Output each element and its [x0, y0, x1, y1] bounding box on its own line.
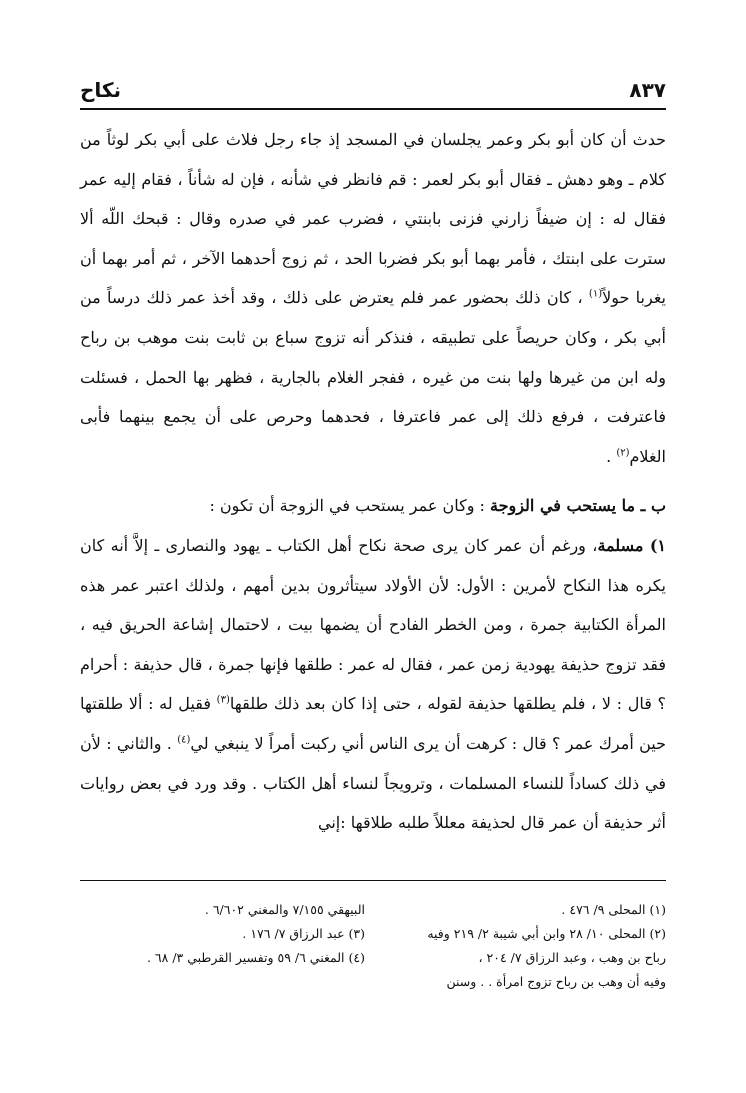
footnote-line: رباح بن وهب ، وعبد الرزاق ٧/ ٢٠٤ ، [478, 950, 666, 965]
header-rule [80, 108, 666, 110]
text-run: ، ورغم أن عمر كان يرى صحة نكاح أهل الكتاب ـ يهود والنصارى ـ إلاَّ أنه كان يكره هذا النكاح لأمرين : الأول: لأن الأولاد سيتأثرون بدين أمهم ، ولذلك اعتبر عمر هذه المرأة الكتابية جمرة ، ومن الخطر الفادح أن يضمها بيت ، لاحتمال إشاعة الحريق فيه ، فقد تزوج حذيفة يهودية زمن عمر ، فقال له عمر : طلقها فإنها جمرة ، قال حذيفة : أحرام ؟ قال : لا ، فلم يطلقها حذيفة لقوله ، حتى إذا كان بعد ذلك طلقها [80, 535, 667, 714]
paragraph-section-b [80, 486, 666, 526]
section-heading: ب ـ ما يستحب في الزوجة [490, 496, 666, 516]
footnote-line: (١) المحلى ٩/ ٤٧٦ . [561, 902, 666, 917]
footnote-line: البيهقي ٧/١٥٥ والمغني ٦/٦٠٢ . [204, 902, 365, 917]
footnote-ref-2: (٢) [616, 447, 630, 459]
footnote-ref-1: (١) [588, 289, 603, 301]
page-header [80, 78, 666, 106]
page-number: ٨٣٧ [629, 78, 666, 102]
text-run: ، كان ذلك بحضور عمر فلم يعترض على ذلك ، وقد أخذ عمر ذلك درساً من أبي بكر ، وكان حريصاً على تطبيقه ، فنذكر أنه تزوج سباع بن ثابت بنت موهب بن رباح وله ابن من غيرها ولها بنت من غيره ، ففجر الغلام بالجارية ، فظهر بها الحمل ، فسئلت فاعترفت ، فرفع ذلك إلى عمر فاعترفا ، فحدهما وحرص على أن يجمع بينهما فأبى الغلام [80, 288, 666, 466]
footnote-ref-4: (٤) [177, 734, 191, 746]
list-number: ١) [649, 535, 666, 555]
footnotes-column-right [366, 898, 666, 994]
text-run: فقيل له : ألا طلقتها حين أمرك عمر ؟ قال : كرهت أن يرى الناس أني ركبت أمراً لا ينبغي لي [80, 694, 666, 753]
text-run: . [606, 446, 617, 466]
running-title: نكاح [80, 78, 122, 102]
text-run: : وكان عمر يستحب في الزوجة أن تكون : [209, 496, 485, 516]
footnote-ref-3: (٣) [216, 694, 230, 706]
footnote-rule [80, 880, 666, 881]
footnote-line: (٤) المغني ٦/ ٥٩ وتفسير القرطبي ٣/ ٦٨ . [146, 950, 365, 965]
main-text [80, 120, 666, 843]
footnote-line: (٢) المحلى ١٠/ ٢٨ وابن أبي شيبة ٢/ ٢١٩ وفيه [427, 926, 666, 941]
text-run: . والثاني : لأن في ذلك كساداً للنساء المسلمات ، وترويجاً لنساء أهل الكتاب . وقد ورد في بعض روايات أثر حذيفة أن عمر قال لحذيفة معللاً طلبه طلاقها :إني [80, 733, 666, 833]
footnotes-column-left [80, 898, 365, 970]
paragraph-story [80, 120, 666, 476]
text-run: حدث أن كان أبو بكر وعمر يجلسان في المسجد إذ جاء رجل فلاث على أبي بكر لوثاً من كلام ـ وهو دهش ـ فقال أبو بكر لعمر : قم فانظر في شأنه ، فإن له شأناً ، فقام إليه عمر فقال له : إن ضيفاً زارني فزنى بابنتي ، فضرب عمر في صدره وقال : قبحك اللّه ألا سترت على ابنتك ، فأمر بهما أبو بكر فضربا الحد ، ثم زوج أحدهما الآخر ، ثم أمر بهما أن يغربا حولاً [80, 130, 666, 308]
item-lead: مسلمة [597, 535, 644, 555]
footnote-line: (٣) عبد الرزاق ٧/ ١٧٦ . [242, 926, 365, 941]
footnote-line: وفيه أن وهب بن رباح تزوج امرأة . . وسنن [446, 974, 666, 989]
paragraph-item-1 [80, 526, 666, 843]
